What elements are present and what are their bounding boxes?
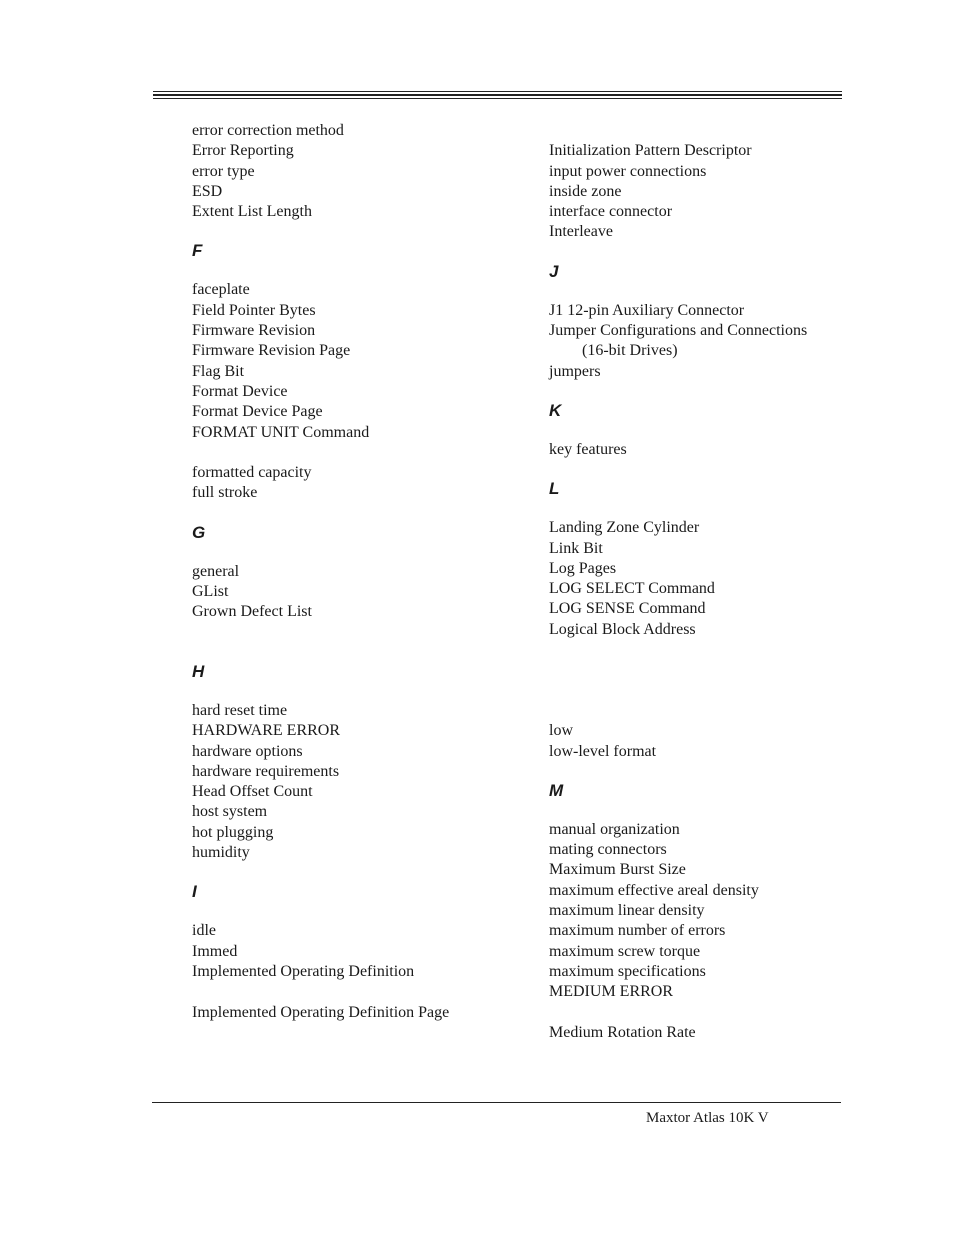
blank-line [192, 623, 512, 643]
index-entry: Interleave [549, 223, 613, 241]
index-entry: MEDIUM ERROR [549, 983, 674, 1001]
blank-line [549, 660, 849, 680]
index-entry: Format Device Page [192, 403, 323, 421]
index-entry: Implemented Operating Definition [192, 962, 415, 980]
footer-rule [152, 1102, 841, 1103]
index-entry: faceplate [192, 281, 250, 299]
index-entry: inside zone [549, 182, 622, 200]
index-entry: Implemented Operating Definition Page [192, 1003, 450, 1021]
index-entry: Initialization Pattern Descriptor [549, 142, 752, 160]
index-entry: maximum linear density [549, 902, 705, 920]
blank-line [549, 701, 849, 721]
index-entry: error type [192, 162, 255, 180]
index-entry: Immed [192, 942, 238, 960]
index-entry: jumpers [549, 362, 601, 380]
section-letter-heading: K [549, 400, 562, 420]
section-letter-heading: J [549, 261, 559, 281]
blank-line [192, 982, 512, 1002]
index-entry: low [549, 722, 573, 740]
index-entry: hardware options [192, 742, 303, 760]
index-entry: manual organization [549, 820, 680, 838]
header-rule-3 [153, 98, 842, 99]
index-entry: mating connectors [549, 841, 667, 859]
index-entry: input power connections [549, 162, 707, 180]
index-entry: full stroke [192, 484, 258, 502]
index-entry: error correction method [192, 122, 344, 139]
index-entry: low-level format [549, 742, 657, 760]
section-letter-heading: L [549, 479, 560, 499]
index-entry: Log Pages [549, 559, 617, 577]
index-entry: Landing Zone Cylinder [549, 519, 700, 537]
index-entry: Format Device [192, 382, 288, 400]
index-entry: Field Pointer Bytes [192, 301, 316, 319]
index-entry: Firmware Revision [192, 322, 316, 340]
blank-line [192, 443, 512, 463]
index-entry: Error Reporting [192, 142, 294, 160]
section-letter-heading: F [192, 241, 203, 261]
index-entry: (16-bit Drives) [582, 342, 678, 360]
header-rule-2 [153, 94, 842, 96]
index-entry: GList [192, 583, 229, 601]
index-entry: Logical Block Address [549, 620, 696, 638]
index-entry: LOG SENSE Command [549, 600, 706, 618]
blank-line [549, 640, 849, 660]
index-entry: Head Offset Count [192, 783, 313, 801]
index-entry: formatted capacity [192, 464, 312, 482]
index-entry: Maximum Burst Size [549, 861, 686, 879]
footer-title: Maxtor Atlas 10K V [646, 1110, 769, 1126]
index-entry: Link Bit [549, 539, 603, 557]
header-rule-1 [153, 91, 842, 92]
index-entry: Medium Rotation Rate [549, 1023, 696, 1041]
section-letter-heading: I [192, 882, 197, 902]
index-entry: HARDWARE ERROR [192, 722, 341, 740]
index-entry: hot plugging [192, 823, 274, 841]
blank-line [549, 681, 849, 701]
index-entry: key features [549, 440, 627, 458]
index-entry: maximum effective areal density [549, 881, 759, 899]
index-entry: hard reset time [192, 701, 288, 719]
index-entry: idle [192, 922, 216, 940]
index-entry: Flag Bit [192, 362, 245, 380]
blank-line [549, 121, 849, 141]
section-letter-heading: M [549, 780, 564, 800]
index-entry: maximum specifications [549, 962, 706, 980]
index-entry: J1 12-pin Auxiliary Connector [549, 301, 745, 319]
index-entry: Grown Defect List [192, 603, 312, 621]
blank-line [549, 1003, 849, 1023]
section-letter-heading: H [192, 661, 205, 681]
index-entry: Firmware Revision Page [192, 342, 351, 360]
index-entry: hardware requirements [192, 762, 340, 780]
index-entry: ESD [192, 182, 223, 200]
index-entry: Jumper Configurations and Connections [549, 322, 808, 340]
index-entry: host system [192, 803, 268, 821]
index-entry: humidity [192, 844, 250, 862]
index-entry: maximum screw torque [549, 942, 701, 960]
index-column-right [549, 121, 849, 1043]
index-entry: interface connector [549, 203, 673, 221]
index-entry: LOG SELECT Command [549, 580, 715, 598]
index-entry: FORMAT UNIT Command [192, 423, 370, 441]
index-entry: Extent List Length [192, 203, 312, 221]
index-column-left [192, 121, 512, 1023]
section-letter-heading: G [192, 522, 206, 542]
index-entry: general [192, 562, 240, 580]
index-entry: maximum number of errors [549, 922, 726, 940]
